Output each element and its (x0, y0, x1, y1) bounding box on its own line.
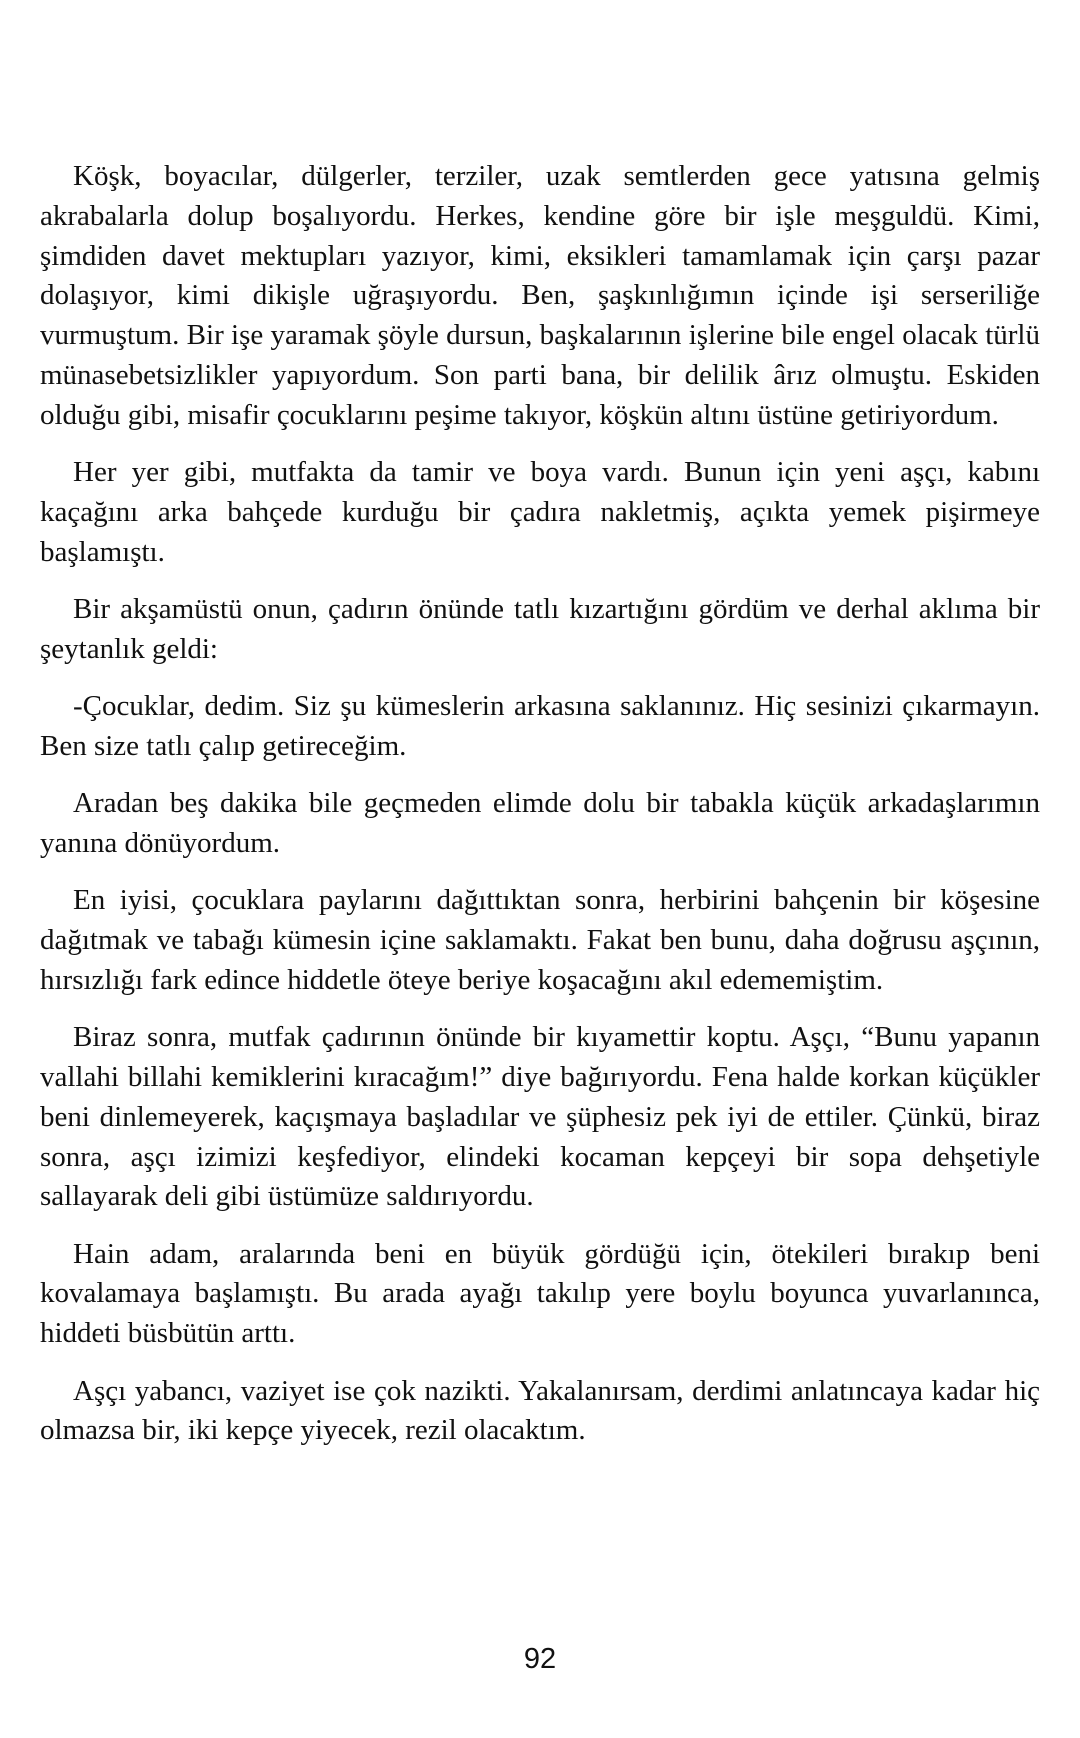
paragraph-7: Biraz sonra, mutfak çadırının önünde bir kıyamettir koptu. Aşçı, “Bunu yapanın vallahi billahi kemiklerini kıracağım!” diye bağırıyordu. Fena halde korkan küçükler beni dinlemeyerek, kaçışmaya başladılar ve şüphesiz pek iyi de ettiler. Çünkü, biraz sonra, aşçı izimizi keşfediyor, elindeki kocaman kepçeyi bir sopa dehşetiyle sallayarak deli gibi üstümüze saldırıyordu. (40, 1021, 1040, 1213)
paragraph-5: Aradan beş dakika bile geçmeden elimde dolu bir tabakla küçük arkadaşlarımın yanına dönüyordum. (40, 787, 1040, 859)
paragraph-6: En iyisi, çocuklara paylarını dağıttıktan sonra, herbirini bahçenin bir köşesine dağıtmak ve tabağı kümesin içine saklamaktı. Fakat ben bunu, daha doğrusu aşçının, hırsızlığı fark edince hiddetle öteye beriye koşacağını akıl edememiştim. (40, 884, 1040, 996)
paragraph-2: Her yer gibi, mutfakta da tamir ve boya vardı. Bunun için yeni aşçı, kabını kaçağını arka bahçede kurduğu bir çadıra nakletmiş, açıkta yemek pişirmeye başlamıştı. (40, 456, 1040, 568)
paragraph-1: Köşk, boyacılar, dülgerler, terziler, uzak semtlerden gece yatısına gelmiş akrabalarla dolup boşalıyordu. Herkes, kendine göre bir işle meşguldü. Kimi, şimdiden davet mektupları yazıyor, kimi, eksikleri tamamlamak için çarşı pazar dolaşıyor, kimi dikişle uğraşıyordu. Ben, şaşkınlığımın içinde işi serseriliğe vurmuştum. Bir işe yaramak şöyle dursun, başkalarının işlerine bile engel olacak türlü münasebetsizlikler yapıyordum. Son parti bana, bir delilik ârız olmuştu. Eskiden olduğu gibi, misafir çocuklarını peşime takıyor, köşkün altını üstüne getiriyordum. (40, 160, 1040, 431)
paragraph-4: -Çocuklar, dedim. Siz şu kümeslerin arkasına saklanınız. Hiç sesinizi çıkarmayın. Ben size tatlı çalıp getireceğim. (40, 690, 1040, 762)
paragraph-8: Hain adam, aralarında beni en büyük gördüğü için, ötekileri bırakıp beni kovalamaya başlamıştı. Bu arada ayağı takılıp yere boylu boyunca yuvarlanınca, hiddeti büsbütün arttı. (40, 1237, 1040, 1350)
page-number: 92 (523, 1643, 557, 1675)
paragraph-9: Aşçı yabancı, vaziyet ise çok nazikti. Yakalanırsam, derdimi anlatıncaya kadar hiç olmazsa bir, iki kepçe yiyecek, rezil olacaktım. (40, 1374, 1040, 1447)
page-body (40, 157, 1040, 1469)
paragraph-3: Bir akşamüstü onun, çadırın önünde tatlı kızartığını gördüm ve derhal aklıma bir şeytanlık geldi: (40, 592, 1040, 665)
